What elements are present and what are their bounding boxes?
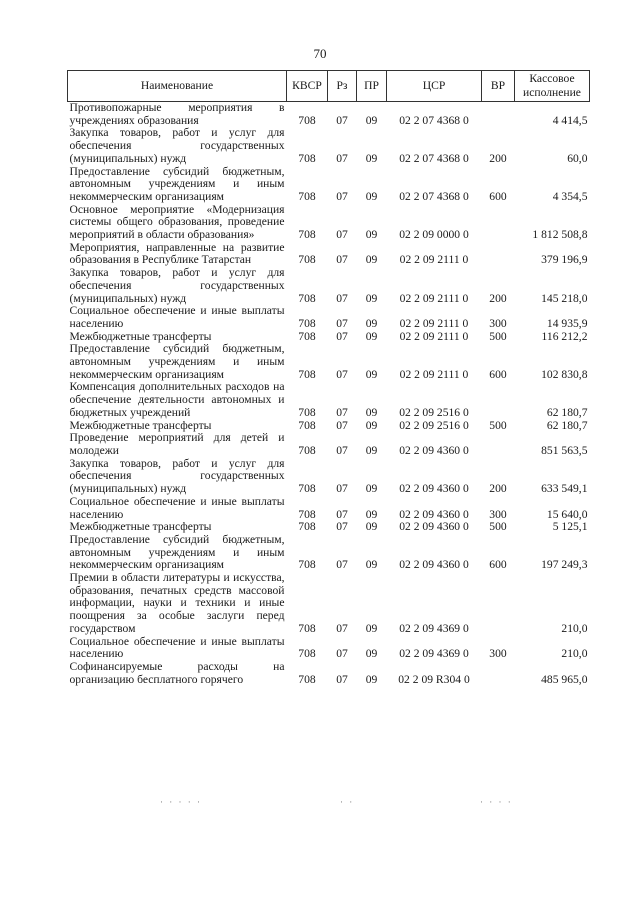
cell-csr: 02 2 09 2111 0 [399, 367, 469, 381]
scan-artifact: · · · · [480, 797, 513, 807]
cell-name: Межбюджетные трансферты [69, 329, 212, 343]
cell-vr [482, 102, 515, 128]
cell-name: Мероприятия, направленные на развитие образования в Республике Татарстан [69, 240, 285, 267]
cell-amount: 60,0 [567, 151, 588, 165]
table-row [68, 458, 590, 496]
cell-kvsr: 708 [298, 316, 316, 330]
cell-rz: 07 [336, 329, 348, 343]
cell-rz: 07 [336, 228, 348, 242]
cell-rz: 07 [336, 443, 348, 457]
cell-csr: 02 2 09 2111 0 [399, 291, 469, 305]
cell-amount: 197 249,3 [541, 558, 588, 572]
cell-vr: 300 [489, 507, 507, 521]
table-row [68, 381, 590, 419]
cell-vr [482, 572, 515, 636]
cell-kvsr: 708 [298, 558, 316, 572]
cell-csr: 02 2 07 4368 0 [399, 151, 469, 165]
cell-name: Предоставление субсидий бюджетным, автономным учреждениям и иным некоммерческим организациям [69, 342, 285, 381]
cell-pr: 09 [365, 253, 378, 267]
header-rz: Рз [328, 71, 357, 102]
cell-csr: 02 2 09 2111 0 [399, 253, 469, 267]
cell-pr: 09 [365, 113, 378, 127]
cell-amount: 851 563,5 [541, 443, 588, 457]
table-row [68, 242, 590, 267]
cell-amount: 62 180,7 [546, 405, 588, 419]
cell-pr: 09 [365, 405, 378, 419]
cell-vr [482, 432, 515, 457]
cell-csr: 02 2 09 4360 0 [399, 520, 469, 534]
cell-rz: 07 [336, 253, 348, 267]
cell-pr: 09 [365, 621, 378, 635]
cell-vr: 300 [489, 316, 507, 330]
cell-amount: 210,0 [561, 647, 588, 661]
header-amount: Кассовое исполнение [515, 71, 590, 102]
header-name: Наименование [68, 71, 287, 102]
cell-name: Проведение мероприятий для детей и молодежи [69, 431, 285, 457]
cell-rz: 07 [336, 647, 348, 661]
cell-rz: 07 [336, 672, 348, 686]
cell-amount: 15 640,0 [546, 507, 588, 521]
cell-vr: 200 [489, 291, 507, 305]
cell-csr: 02 2 09 0000 0 [399, 228, 469, 242]
cell-rz: 07 [336, 507, 348, 521]
cell-kvsr: 708 [298, 418, 316, 432]
cell-kvsr: 708 [298, 621, 316, 635]
cell-name: Премии в области литературы и искусства, образования, печатных средств массовой информации, науки и техники и иные поощрения за особые заслуги перед государством [69, 571, 285, 635]
table-row [68, 166, 590, 204]
cell-pr: 09 [365, 228, 378, 242]
cell-csr: 02 2 09 2516 0 [399, 418, 469, 432]
cell-kvsr: 708 [298, 507, 316, 521]
cell-amount: 485 965,0 [541, 672, 588, 686]
cell-amount: 210,0 [561, 621, 588, 635]
table-body [68, 102, 590, 687]
cell-name: Закупка товаров, работ и услуг для обеспечения государственных (муниципальных) нужд [69, 456, 285, 496]
cell-pr: 09 [365, 443, 378, 457]
table-row [68, 572, 590, 636]
cell-amount: 62 180,7 [546, 418, 588, 432]
cell-amount: 379 196,9 [541, 253, 588, 267]
cell-kvsr: 708 [298, 151, 316, 165]
cell-kvsr: 708 [298, 329, 316, 343]
cell-kvsr: 708 [298, 482, 316, 496]
cell-vr: 200 [489, 482, 507, 496]
cell-amount: 102 830,8 [541, 367, 588, 381]
cell-name: Противопожарные мероприятия в учреждениях образования [69, 101, 285, 127]
cell-csr: 02 2 07 4368 0 [399, 189, 469, 203]
cell-csr: 02 2 09 4360 0 [399, 558, 469, 572]
cell-rz: 07 [336, 291, 348, 305]
table-row [68, 521, 590, 534]
cell-csr: 02 2 09 R304 0 [398, 672, 470, 686]
cell-amount: 14 935,9 [546, 316, 588, 330]
header-pr: ПР [357, 71, 387, 102]
cell-vr: 500 [489, 418, 507, 432]
header-kvsr: КВСР [287, 71, 328, 102]
cell-amount: 1 812 508,8 [532, 228, 588, 242]
cell-kvsr: 708 [298, 520, 316, 534]
cell-kvsr: 708 [298, 647, 316, 661]
cell-amount: 4 354,5 [552, 189, 588, 203]
cell-kvsr: 708 [298, 291, 316, 305]
table-row [68, 636, 590, 661]
table-row [68, 661, 590, 686]
budget-table [67, 70, 590, 686]
cell-csr: 02 2 09 2516 0 [399, 405, 469, 419]
cell-csr: 02 2 09 4369 0 [399, 621, 469, 635]
cell-name: Софинансируемые расходы на организацию бесплатного горячего [69, 659, 285, 686]
table-header-row [68, 71, 590, 102]
cell-name: Закупка товаров, работ и услуг для обеспечения государственных (муниципальных) нужд [69, 126, 285, 165]
cell-vr: 600 [489, 367, 507, 381]
cell-rz: 07 [336, 520, 348, 534]
table-row [68, 305, 590, 330]
cell-name: Межбюджетные трансферты [69, 418, 212, 432]
cell-csr: 02 2 09 4360 0 [399, 443, 469, 457]
cell-vr [482, 661, 515, 686]
cell-pr: 09 [365, 507, 378, 521]
cell-pr: 09 [365, 558, 378, 572]
header-csr: ЦСР [387, 71, 482, 102]
cell-kvsr: 708 [298, 253, 316, 267]
cell-csr: 02 2 09 2111 0 [399, 329, 469, 343]
cell-pr: 09 [365, 189, 378, 203]
cell-pr: 09 [365, 291, 378, 305]
cell-name: Социальное обеспечение и иные выплаты населению [69, 634, 285, 661]
cell-pr: 09 [365, 482, 378, 496]
cell-kvsr: 708 [298, 228, 316, 242]
cell-pr: 09 [365, 367, 378, 381]
table-row [68, 127, 590, 165]
cell-rz: 07 [336, 316, 348, 330]
cell-name: Социальное обеспечение и иные выплаты населению [69, 494, 285, 521]
cell-amount: 633 549,1 [541, 482, 588, 496]
cell-amount: 116 212,2 [541, 329, 588, 343]
table-row [68, 432, 590, 457]
cell-rz: 07 [336, 151, 348, 165]
cell-csr: 02 2 09 4360 0 [399, 482, 469, 496]
cell-rz: 07 [336, 418, 348, 432]
cell-name: Закупка товаров, работ и услуг для обеспечения государственных (муниципальных) нужд [69, 266, 285, 305]
cell-vr [482, 381, 515, 419]
cell-name: Компенсация дополнительных расходов на обеспечение деятельности автономных и бюджетных учреждений [69, 380, 285, 419]
cell-csr: 02 2 07 4368 0 [399, 113, 469, 127]
cell-kvsr: 708 [298, 405, 316, 419]
cell-csr: 02 2 09 4369 0 [399, 647, 469, 661]
scan-artifact: · · [340, 797, 355, 807]
cell-vr: 500 [489, 329, 507, 343]
table-row [68, 534, 590, 572]
table-row [68, 496, 590, 521]
cell-rz: 07 [336, 558, 348, 572]
cell-name: Предоставление субсидий бюджетным, автономным учреждениям и иным некоммерческим организациям [69, 164, 285, 203]
cell-rz: 07 [336, 189, 348, 203]
cell-kvsr: 708 [298, 113, 316, 127]
cell-vr [482, 204, 515, 242]
cell-amount: 4 414,5 [552, 113, 588, 127]
cell-pr: 09 [365, 151, 378, 165]
cell-name: Социальное обеспечение и иные выплаты населению [69, 304, 285, 330]
cell-kvsr: 708 [298, 443, 316, 457]
table-row [68, 102, 590, 128]
cell-pr: 09 [365, 520, 378, 534]
cell-pr: 09 [365, 329, 378, 343]
table-row [68, 343, 590, 381]
page-number: 70 [313, 46, 327, 61]
cell-csr: 02 2 09 4360 0 [399, 507, 469, 521]
cell-pr: 09 [365, 647, 378, 661]
table-row [68, 204, 590, 242]
cell-name: Основное мероприятие «Модернизация системы общего образования, проведение мероприятий в области образования» [69, 202, 285, 242]
scan-artifact: · · · · · [160, 797, 202, 807]
cell-rz: 07 [336, 482, 348, 496]
cell-rz: 07 [336, 621, 348, 635]
cell-pr: 09 [365, 672, 378, 686]
cell-csr: 02 2 09 2111 0 [399, 316, 469, 330]
header-vr: ВР [482, 71, 515, 102]
cell-vr: 500 [489, 520, 507, 534]
cell-vr: 600 [489, 189, 507, 203]
cell-kvsr: 708 [298, 367, 316, 381]
cell-pr: 09 [365, 316, 378, 330]
cell-name: Межбюджетные трансферты [69, 520, 212, 534]
cell-vr [482, 242, 515, 267]
cell-vr: 300 [489, 647, 507, 661]
cell-rz: 07 [336, 405, 348, 419]
cell-kvsr: 708 [298, 189, 316, 203]
table-row [68, 267, 590, 305]
cell-vr: 200 [489, 151, 507, 165]
cell-amount: 145 218,0 [541, 291, 588, 305]
cell-pr: 09 [365, 418, 378, 432]
cell-rz: 07 [336, 367, 348, 381]
cell-rz: 07 [336, 113, 348, 127]
cell-name: Предоставление субсидий бюджетным, автономным учреждениям и иным некоммерческим организациям [69, 532, 285, 572]
cell-vr: 600 [489, 558, 507, 572]
cell-amount: 5 125,1 [552, 520, 588, 534]
cell-kvsr: 708 [298, 672, 316, 686]
